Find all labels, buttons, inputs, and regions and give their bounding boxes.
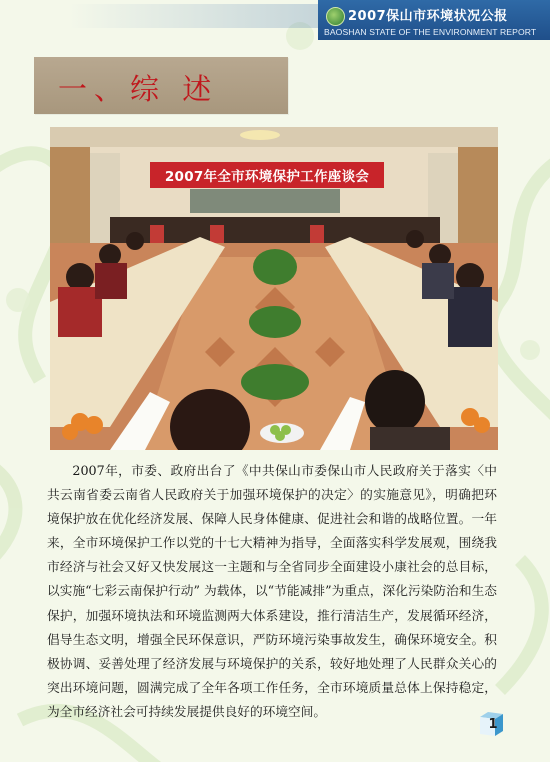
meeting-banner-text: 2007年全市环境保护工作座谈会 <box>164 169 370 185</box>
page-number-badge <box>478 711 504 737</box>
summary-paragraph: 2007年，市委、政府出台了《中共保山市委保山市人民政府关于落实〈中共云南省委云南省人民政府关于加强环境保护的决定〉的实施意见》，明确把环境保护放在优化经济发展、保障人民身体健康、促进社会和谐的战略位置。一年来，全市环境保护工作以党的十七大精神为指导，全面落实科学发展观，围绕我市经济与社会又好又快发展这一主题和与全省同步全面建设小康社会的总目标，以实施“七彩云南保护行动” 为载体，以“节能减排”为重点，深化污染防治和生态保护，加强环境执法和环境监测两大体系建设，推行清洁生产，发展循环经济，倡导生态文明，增强全民环保意识，严防环境污染事故发生，确保环境安全。积极协调、妥善处理了经济发展与环境保护的关系，较好地处理了人民群众关心的突出环境问题，圆满完成了全年各项工作任务，全市环境质量总体上保持稳定，为全市经济社会可持续发展提供良好的环境空间。 <box>47 463 497 719</box>
page-number: 1 <box>488 717 498 732</box>
section-heading-box <box>34 57 288 114</box>
meeting-banner <box>150 162 384 188</box>
report-header <box>318 0 550 40</box>
header-fade-strip <box>68 4 318 28</box>
report-title: 2007保山市环境状况公报 <box>348 9 508 24</box>
section-title: 一、综 述 <box>58 72 219 106</box>
report-subtitle: BAOSHAN STATE OF THE ENVIRONMENT REPORT <box>324 27 537 37</box>
environment-emblem-icon <box>326 7 345 26</box>
meeting-photo <box>50 127 498 450</box>
